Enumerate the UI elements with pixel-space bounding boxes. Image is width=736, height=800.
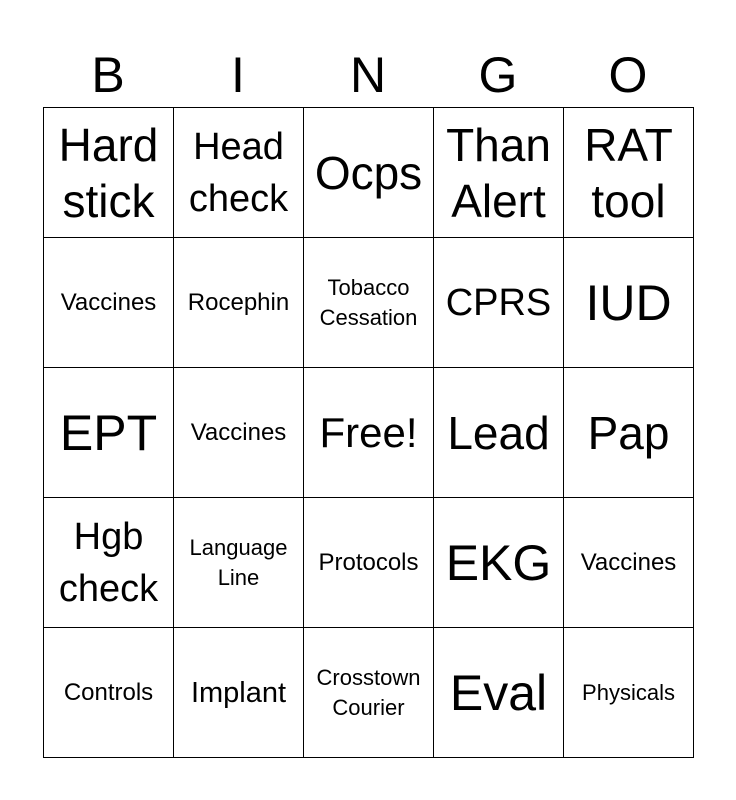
bingo-cell-iud[interactable]: IUD — [564, 238, 694, 368]
bingo-cell-vaccines-3[interactable]: Vaccines — [564, 498, 694, 628]
bingo-cell-controls[interactable]: Controls — [44, 628, 174, 758]
bingo-cell-eval[interactable]: Eval — [434, 628, 564, 758]
bingo-grid — [43, 107, 694, 758]
header-letter-n: N — [349, 47, 387, 103]
bingo-cell-crosstown-courier[interactable]: Crosstown Courier — [304, 628, 434, 758]
bingo-cell-vaccines-2[interactable]: Vaccines — [174, 368, 304, 498]
bingo-cell-vaccines-1[interactable]: Vaccines — [44, 238, 174, 368]
bingo-cell-physicals[interactable]: Physicals — [564, 628, 694, 758]
bingo-cell-ocps[interactable]: Ocps — [304, 108, 434, 238]
bingo-cell-ekg[interactable]: EKG — [434, 498, 564, 628]
bingo-cell-hgb-check[interactable]: Hgb check — [44, 498, 174, 628]
bingo-cell-than-alert[interactable]: Than Alert — [434, 108, 564, 238]
header-letter-g: G — [478, 47, 518, 103]
bingo-cell-language-line[interactable]: Language Line — [174, 498, 304, 628]
bingo-cell-ept[interactable]: EPT — [44, 368, 174, 498]
bingo-cell-pap[interactable]: Pap — [564, 368, 694, 498]
header-letter-i: I — [231, 47, 245, 103]
bingo-cell-free[interactable]: Free! — [304, 368, 434, 498]
bingo-cell-tobacco-cessation[interactable]: Tobacco Cessation — [304, 238, 434, 368]
bingo-cell-implant[interactable]: Implant — [174, 628, 304, 758]
header-letter-o: O — [608, 47, 648, 103]
bingo-cell-lead[interactable]: Lead — [434, 368, 564, 498]
bingo-cell-cprs[interactable]: CPRS — [434, 238, 564, 368]
bingo-cell-head-check[interactable]: Head check — [174, 108, 304, 238]
bingo-cell-protocols[interactable]: Protocols — [304, 498, 434, 628]
header-letter-b: B — [91, 47, 125, 103]
bingo-cell-rocephin[interactable]: Rocephin — [174, 238, 304, 368]
bingo-cell-rat-tool[interactable]: RAT tool — [564, 108, 694, 238]
bingo-cell-hard-stick[interactable]: Hard stick — [44, 108, 174, 238]
bingo-header — [43, 42, 693, 108]
